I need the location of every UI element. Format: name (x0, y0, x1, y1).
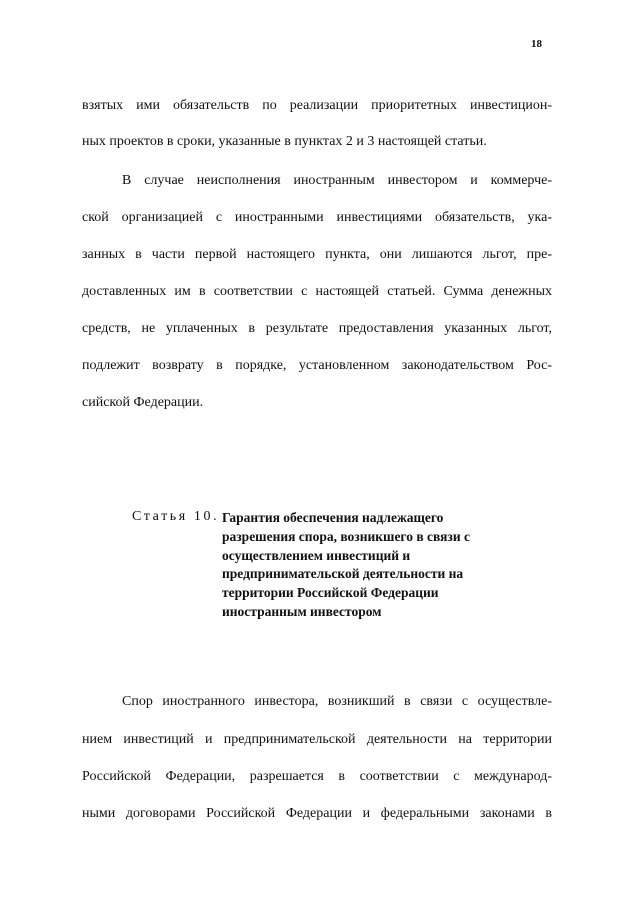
article-title-line: разрешения спора, возникшего в связи с (222, 528, 470, 544)
article-title-line: предпринимательской деятельности на (222, 566, 464, 582)
text-line: Российской Федерации, разрешается в соответствии с международ- (82, 769, 552, 784)
text-line: В случае неисполнения иностранным инвестором и коммерче- (122, 173, 552, 188)
text-line: ской организацией с иностранными инвестициями обязательств, ука- (82, 210, 552, 225)
article-title (222, 509, 470, 622)
text-line: доставленных им в соответствии с настоящей статьей. Сумма денежных (82, 284, 552, 299)
article-title-line: иностранным инвестором (222, 603, 382, 619)
article-title-line: Гарантия обеспечения надлежащего (222, 510, 444, 525)
text-line: взятых ими обязательств по реализации приоритетных инвестицион- (82, 98, 552, 113)
text-line: подлежит возврату в порядке, установленном законодательством Рос- (82, 358, 552, 373)
text-line: нием инвестиций и предпринимательской деятельности на территории (82, 732, 552, 747)
article-title-line: осуществлением инвестиций и (222, 547, 411, 563)
text-line: ными договорами Российской Федерации и федеральными законами в (82, 806, 552, 821)
article-number: Статья 10. (132, 509, 220, 524)
page-number: 18 (531, 38, 542, 50)
text-line: занных в части первой настоящего пункта, они лишаются льгот, пре- (82, 247, 552, 262)
text-line: средств, не уплаченных в результате предоставления указанных льгот, (82, 321, 552, 336)
text-line: сийской Федерации. (82, 395, 204, 410)
text-line: Спор иностранного инвестора, возникший в связи с осуществле- (122, 694, 552, 709)
article-title-line: территории Российской Федерации (222, 585, 439, 601)
text-line: ных проектов в сроки, указанные в пунктах 2 и 3 настоящей статьи. (82, 134, 487, 149)
